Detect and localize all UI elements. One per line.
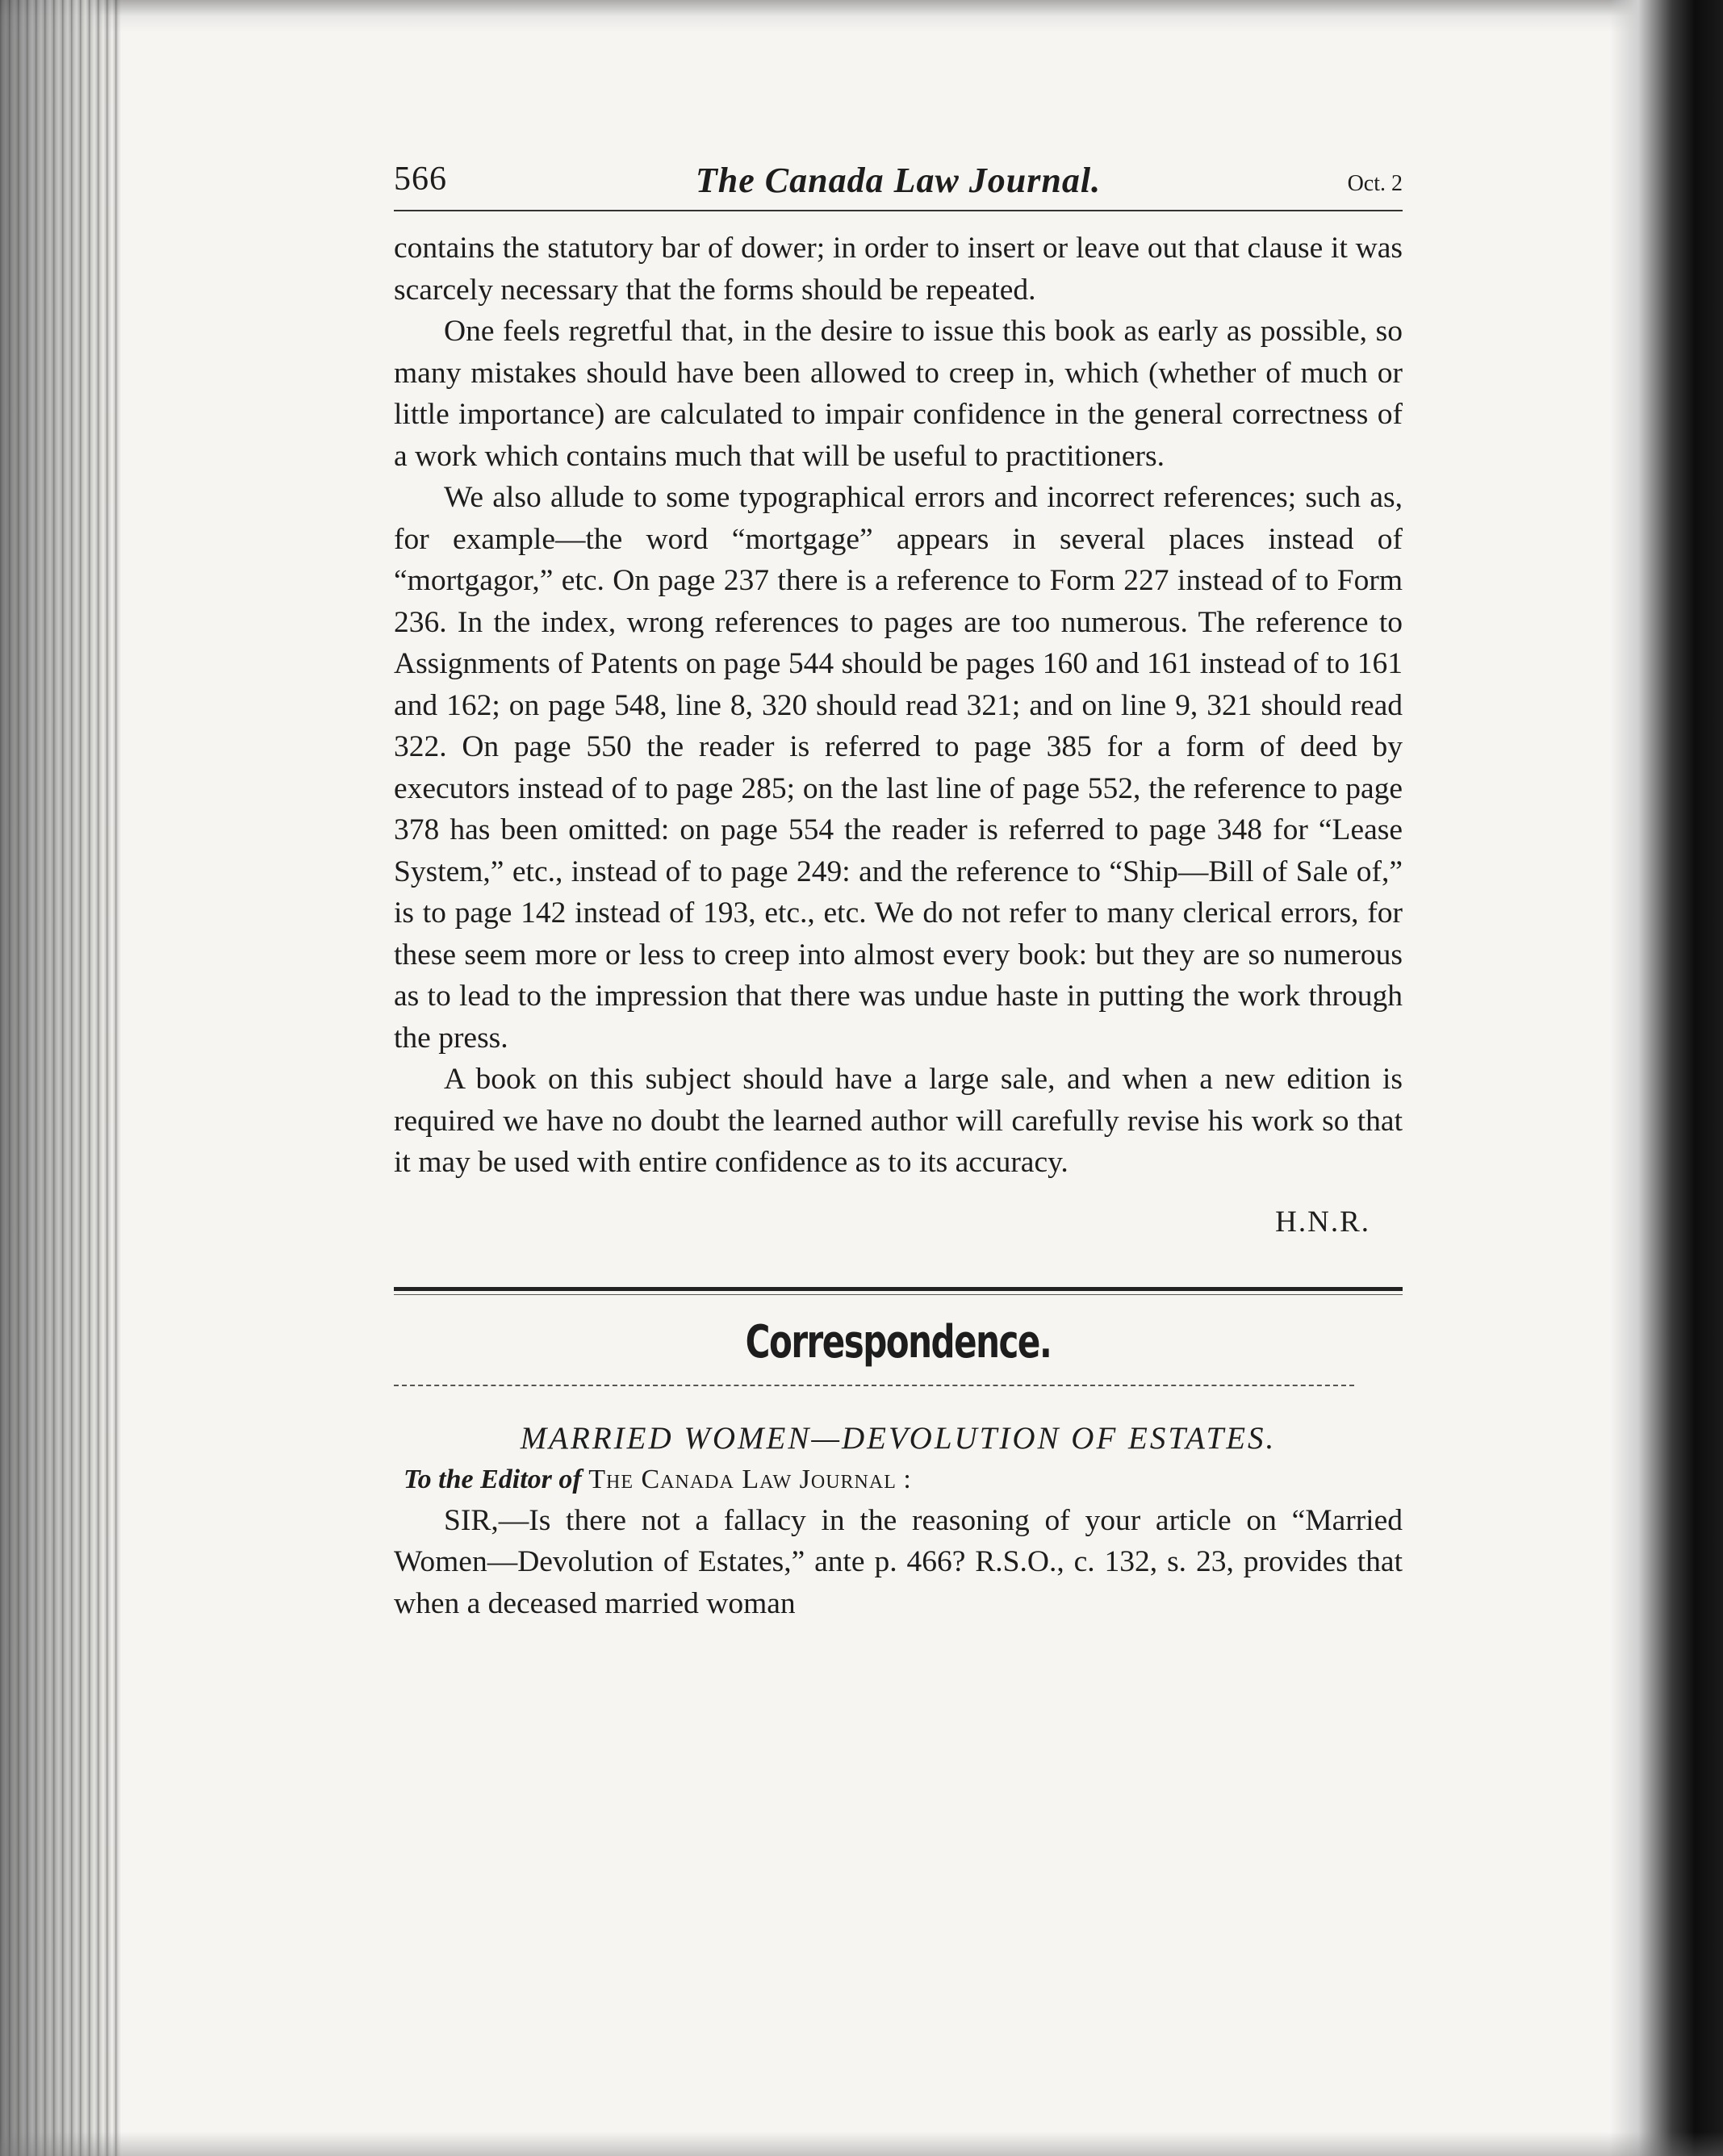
letter-title: MARRIED WOMEN—DEVOLUTION OF ESTATES. <box>520 1420 1277 1456</box>
section-divider-top <box>394 1287 1403 1295</box>
issue-date: Oct. 2 <box>1347 171 1403 196</box>
page-header <box>394 153 1403 210</box>
review-paragraph-3: We also allude to some typographical errors and incorrect references; such as, for example—the word “mortgage” appears in several places instead of “mortgagor,” etc. On page 237 there is a reference to Form 227 instead of to Form 236. In the index, wrong references to pages are too numerous. The reference to Assignments of Patents on page 544 should be pages 160 and 161 instead of to 161 and 162; on page 548, line 8, 320 should read 321; and on line 9, 321 should read 322. On page 550 the reader is referred to page 385 for a form of deed by executors instead of to page 285; on the last line of page 552, the reference to page 378 has been omitted: on page 554 the reader is referred to page 348 for “Lease System,” etc., instead of to page 249: and the reference to “Ship—Bill of Sale of,” is to page 142 instead of 193, etc., etc. We do not refer to many clerical errors, for these seem more or less to creep into almost every book: but they are so numerous as to lead to the impression that there was undue haste in putting the work through the press. <box>394 481 1403 1055</box>
salutation-journal: The Canada Law Journal <box>588 1464 897 1494</box>
salutation-prefix: To the Editor of <box>404 1464 582 1494</box>
review-section <box>394 228 1403 1247</box>
review-paragraph-4: A book on this subject should have a large sale, and when a new edition is required we have no doubt the learned author will carefully revise his work so that it may be used with entire confidence as to its accuracy. <box>394 1063 1403 1179</box>
review-paragraph-1: contains the statutory bar of dower; in order to insert or leave out that clause it was scarcely necessary that the forms should be repeated. <box>394 232 1403 307</box>
salutation-suffix: : <box>903 1464 911 1494</box>
letter-salutation <box>404 1464 1403 1495</box>
review-signature: H.N.R. <box>1275 1205 1370 1239</box>
page-number: 566 <box>394 161 447 198</box>
header-rule <box>394 210 1403 211</box>
scan-edge-right <box>1610 0 1723 2156</box>
journal-page <box>394 153 1403 1624</box>
letter-body: SIR,—Is there not a fallacy in the reasoning of your article on “Married Women—Devolution of Estates,” ante p. 466? R.S.O., c. 132, s. 23, provides that when a deceased married woman <box>394 1503 1403 1620</box>
section-divider-bottom <box>394 1385 1354 1386</box>
review-paragraph-2: One feels regretful that, in the desire to issue this book as early as possible, so many mistakes should have been allowed to creep in, which (whether of much or little importance) are calculated to impair confidence in the general correctness of a work which contains much that will be useful to practitioners. <box>394 315 1403 473</box>
scan-edge-bottom <box>0 2132 1723 2156</box>
journal-title: The Canada Law Journal. <box>695 161 1102 200</box>
scan-edge-left <box>0 0 121 2156</box>
scan-edge-top <box>0 0 1723 32</box>
section-heading: Correspondence. <box>745 1315 1052 1368</box>
